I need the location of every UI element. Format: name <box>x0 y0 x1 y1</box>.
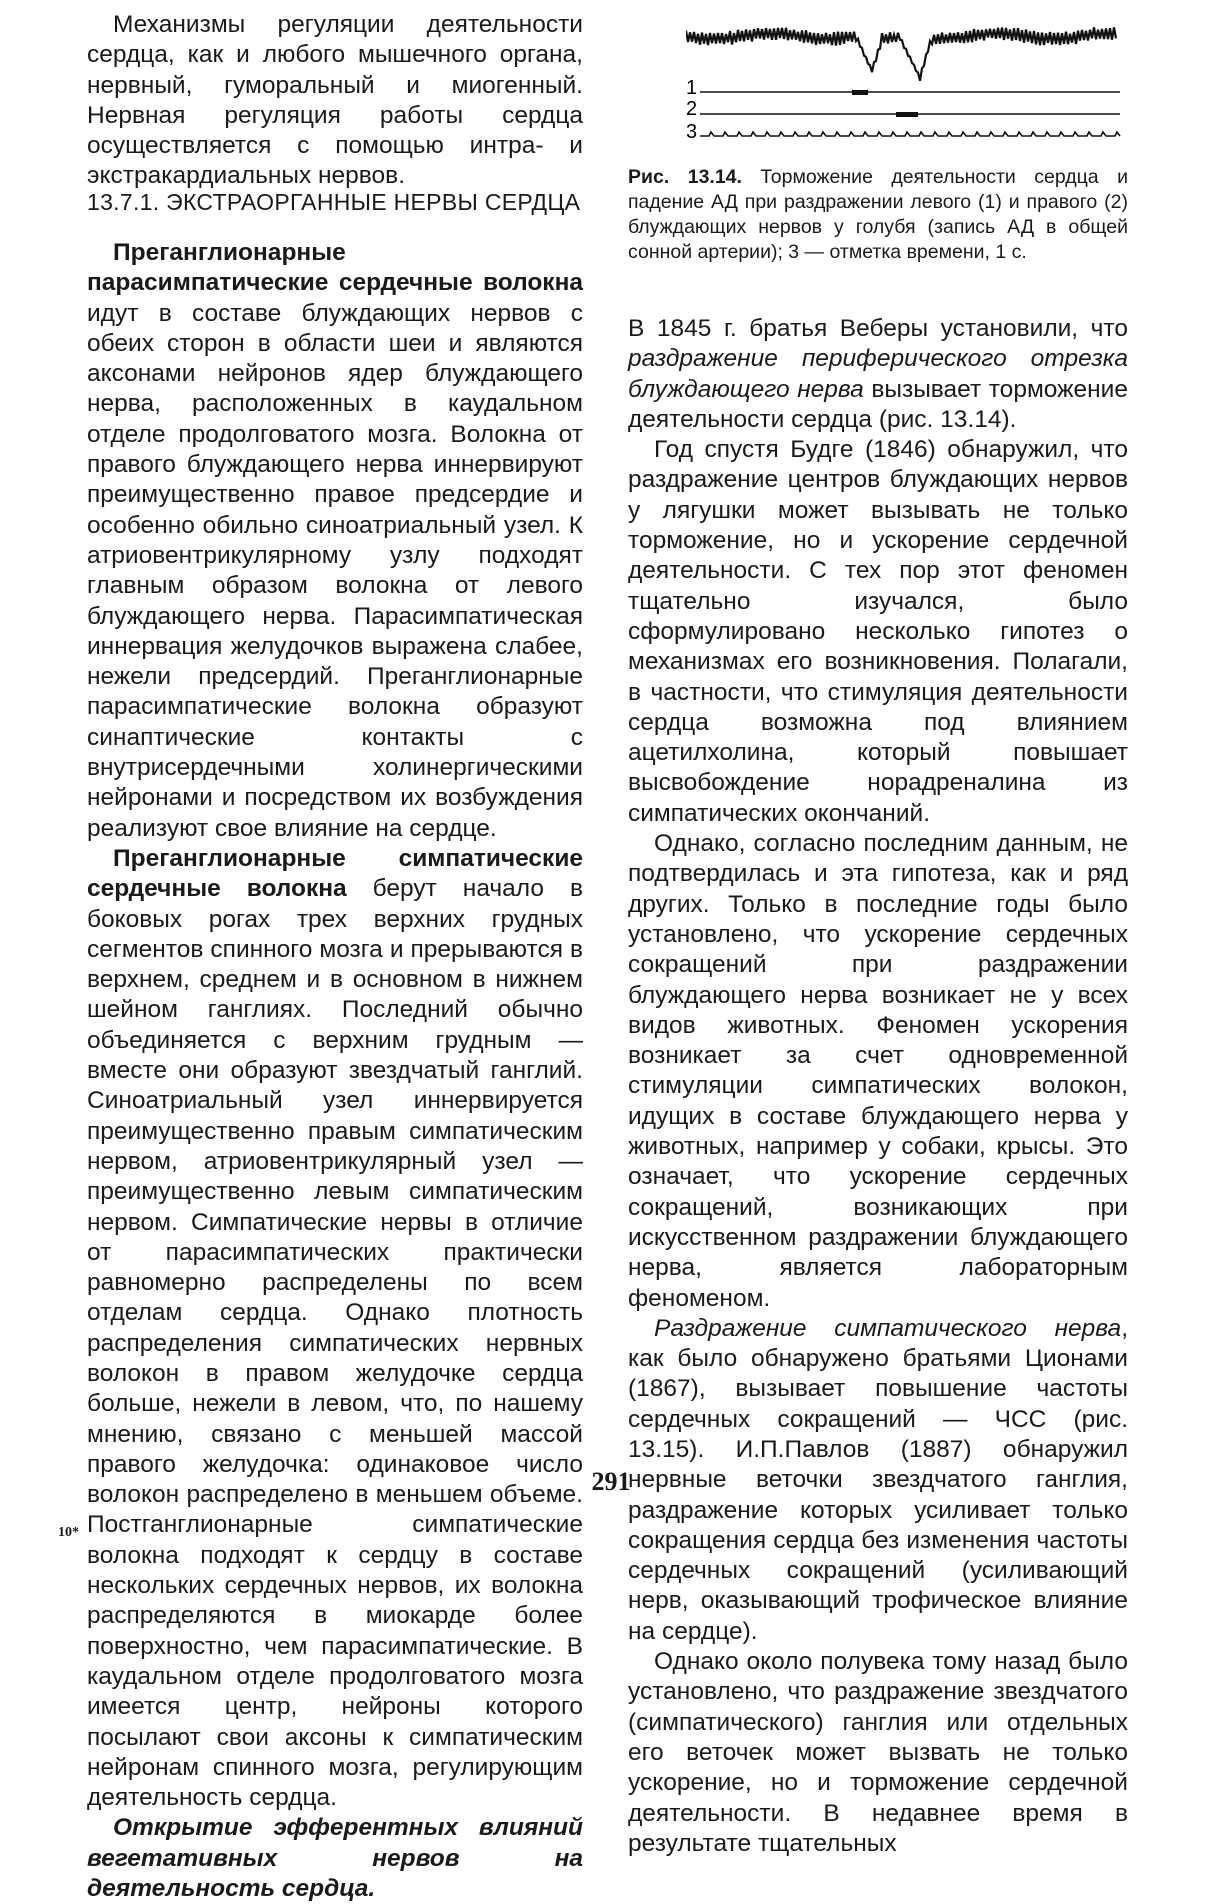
italic-term: Раздражение симпатического нерва <box>654 1314 1122 1342</box>
paragraph-text: берут начало в боковых рогах трех верхних грудных сегментов спинного мозга и прерываются в верхнем, среднем и в основном в нижнем шейном ганглиях. Последний обычно объединяется с верхним грудным — вместе они образуют звездчатый ганглий. Синоатриальный узел иннервируется преимущественно правым симпатическим нервом, атриовентрикулярный узел — преимущественно левым симпатическим нервом. Симпатические нервы в отличие от парасимпатических практически равномерно распределены по всем отделам сердца. Однако плотность распределения симпатических нервных волокон в правом желудочке сердца больше, нежели в левом, что, по нашему мнению, связано с меньшей массой правого желудочка: одинаковое число волокон распределено в меньшем объеме. Постганглионарные симпатические волокна подходят к сердцу в составе нескольких сердечных нервов, их волокна распределяются в миокарде более поверхностно, чем парасимпатические. В каудальном отделе продолговатого мозга имеется центр, нейроны которого посылают свои аксоны к симпатическим нейронам спинного мозга, регулирующим деятельность сердца. <box>87 875 583 1812</box>
paragraph-budge: Год спустя Будге (1846) обнаружил, что раздражение центров блуждающих нервов у лягушки может вызывать не только торможение, но и ускорение сердечной деятельности. С тех пор этот феномен тщательно изучался, было сформулировано несколько гипотез о механизмах его возникновения. Полагали, в частности, что стимуляция деятельности сердца возможна под влиянием ацетилхолина, который повышает высвобождение норадреналина из симпатических окончаний. <box>628 436 1128 827</box>
right-body <box>628 314 1128 1859</box>
text-span: , как было обнаружено братьями Ционами (1867), вызывает повышение частоты сердечных сокращений — ЧСС (рис. 13.15). И.П.Павлов (1887) обнаружил нервные веточки звездчатого ганглия, раздражение которых усиливает только сокращения сердца без изменения частоты сердечных сокращений (усиливающий нерв, оказывающий трофическое влияние на сердце). <box>628 1314 1128 1645</box>
trace-label-3: 3 <box>686 121 698 143</box>
paragraph-stellate: Однако около полувека тому назад было установлено, что раздражение звездчатого (симпатического) ганглия или отдельных его веточек может вызвать не только ускорение, но и торможение сердечной деятельности. В недавнее время в результате тщательных <box>628 1648 1128 1857</box>
term-sympathetic: Преганглионарные симпатические сердечные волокна <box>87 844 583 903</box>
stimulus-mark-1 <box>852 90 868 95</box>
left-body <box>87 238 583 1904</box>
caption-label: Рис. 13.14. <box>628 166 742 188</box>
figure-bp-trace <box>686 14 1130 144</box>
page-number: 291 <box>591 1467 631 1496</box>
paragraph-text: идут в составе блуждающих нервов с обеих сторон в области шеи и являются аксонами нейронов ядер блуждающего нерва, расположенных в каудальном отделе продолговатого мозга. Волокна от правого блуждающего нерва иннервируют преимущественно правое предсердие и особенно обильно синоатриальный узел. К атриовентрикулярному узлу подходят главным образом волокна от левого блуждающего нерва. Парасимпатическая иннервация желудочков выражена слабее, нежели предсердий. Преганглионарные парасимпатические волокна образуют синаптические контакты с внутрисердечными холинергическими нейронами и посредством их возбуждения реализуют свое влияние на сердце. <box>87 299 583 842</box>
stimulus-mark-2 <box>896 112 918 117</box>
caption-text: Торможение деятельности сердца и падение АД при раздражении левого (1) и правого (2) блуждающих нервов у голубя (запись АД в общей сонной артерии); 3 — отметка времени, 1 с. <box>628 166 1128 263</box>
text-span: вызывает торможение деятельности сердца (рис. 13.14). <box>628 375 1128 433</box>
figure-caption <box>628 165 1128 265</box>
paragraph-discovery-heading <box>87 1813 583 1904</box>
text-span: В 1845 г. братья Веберы установили, что <box>628 315 1128 342</box>
paragraph-recent-data: Однако, согласно последним данным, не подтвердилась и эта гипотеза, как и ряд других. Только в последние годы было установлено, что ускорение сердечных сокращений при раздражении блуждающего нерва возникает не у всех видов животных. Феномен ускорения возникает за счет одновременной стимуляции симпатических волокон, идущих в составе блуждающего нерва у животных, например у собаки, крысы. Это означает, что ускорение сердечных сокращений, возникающих при искусственном раздражении блуждающего нерва, является лабораторным феноменом. <box>628 830 1128 1312</box>
term-parasympathetic: Преганглионарные парасимпатические сердечные волокна <box>87 239 583 297</box>
blood-pressure-trace <box>686 27 1116 81</box>
intro-paragraph: Механизмы регуляции деятельности сердца, как и любого мышечного органа, нервный, гуморальный и миогенный. Нервная регуляция работы сердца осуществляется с помощью интра- и экстракардиальных нервов. <box>87 11 583 190</box>
paragraph-sympathetic <box>87 844 583 1814</box>
section-heading: 13.7.1. ЭКСТРАОРГАННЫЕ НЕРВЫ СЕРДЦА <box>87 189 581 215</box>
time-mark-line <box>700 132 1120 136</box>
paragraph-parasympathetic <box>87 238 583 844</box>
italic-term: раздражение периферического отрезка блуждающего нерва <box>628 345 1128 403</box>
paragraph-webers <box>628 314 1128 435</box>
trace-label-2: 2 <box>686 98 698 120</box>
term-discovery: Открытие эфферентных влияний вегетативных нервов на деятельность сердца. <box>87 1814 583 1903</box>
trace-label-1: 1 <box>686 77 698 99</box>
signature-mark: 10* <box>58 1525 79 1540</box>
